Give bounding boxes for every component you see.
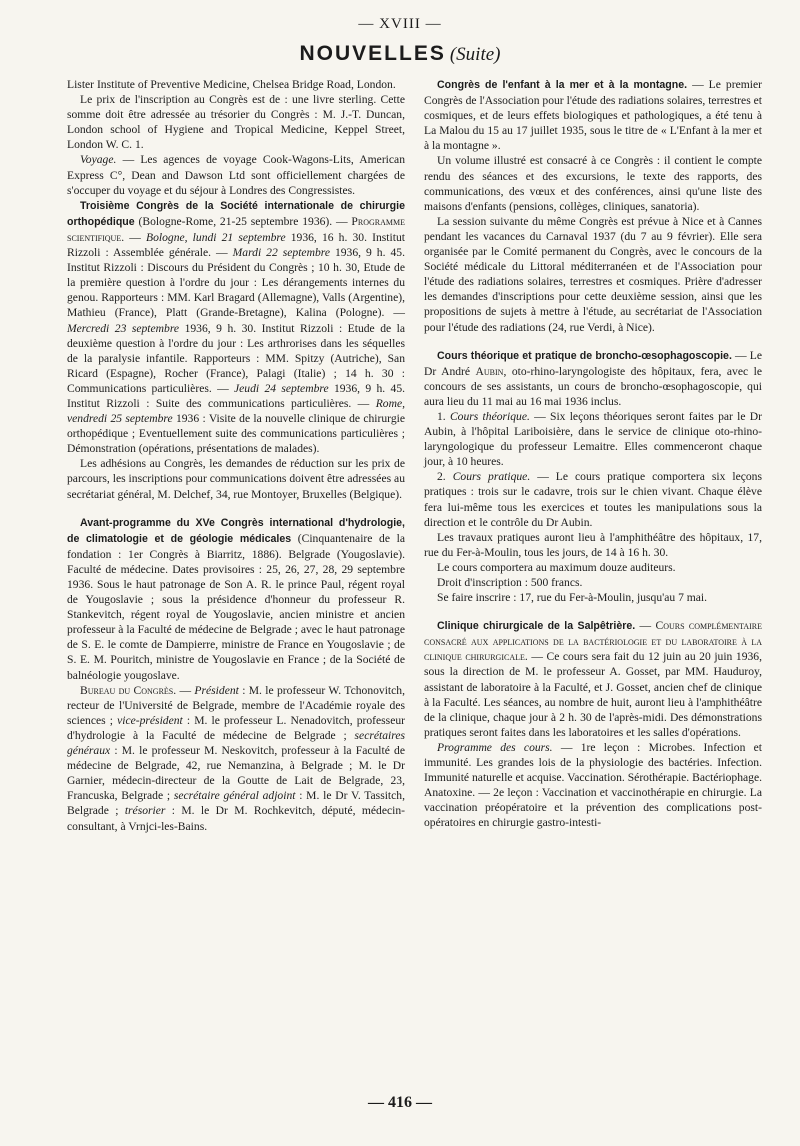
article-title: Congrès de l'enfant à la mer et à la montagne. — [437, 79, 688, 91]
page-number: — 416 — — [368, 1094, 432, 1111]
text: 2. — [437, 470, 453, 484]
paragraph: Droit d'inscription : 500 francs. — [437, 576, 583, 589]
section-title: NOUVELLES — [299, 42, 446, 65]
paragraph-enfant — [424, 77, 762, 153]
text: Bologne, lundi 21 septembre — [146, 230, 286, 244]
text: Cours pratique. — [452, 470, 531, 484]
text: : M. le professeur W. Tchonovitch, recteur de l'Université de Belgrade, membre de l'Académie royale des sciences ; — [67, 683, 405, 727]
text: — Le Dr André — [424, 348, 763, 378]
page-title — [0, 42, 800, 66]
article-title: Troisième Congrès de la Société internationale de chirurgie orthopédique — [67, 199, 405, 228]
text: — Le cours pratique comportera six leçons pratiques : trois sur le cadavre, trois sur le chien vivant. Chaque élève fera lui-même tous les exercices et toutes les manipulations sous la direction et le contrôle du Dr Aubin. — [424, 470, 762, 529]
text: 1936 : Visite de la nouvelle clinique de chirurgie orthopédique ; Eventuellement suite des communications particulières ; Démonstration (opérations, présentations de malades). — [67, 412, 405, 456]
text: Mercredi 23 septembre — [67, 321, 180, 335]
text: — 1re leçon : Microbes. Infection et immunité. Les grandes lois de la physiologie des bactéries. Infection. Immunité naturelle et acquise. Vaccination. Sérothérapie. Bactériophage. Anatoxine. — 2e leçon : Vaccination et vaccinothérapie en chirurgie. La vaccination préopératoire et la prévention des complications post-opératoires en chirurgie gastro-intesti- — [424, 740, 762, 830]
text: 1936, 16 h. 30. Institut Rizzoli : Assemblée générale. — — [67, 230, 405, 260]
text: 1936, 9 h. 30. Institut Rizzoli : Etude de la deuxième question à l'ordre du jour : Les arthrorises dans les séquelles de la paralysie infantile. Rapporteurs : MM. Spitzy (Autriche), San Ricard (Espagne), Rocher (France), Palagi (Italie) ; 14 h. 30 : Communications particulières. — — [67, 321, 405, 395]
text: — Ce cours sera fait du 12 juin au 20 juin 1936, sous la direction de M. le professeur A. Gosset, par MM. Hauduroy, assistant de laboratoire à la Faculté, et J. Gosset, ancien chef de clinique à la Faculté. Les séances, au nombre de huit, auront lieu à l'amphithéâtre de la clinique, chaque jour à 2 h. 30 de l'après-midi. Des démonstrations pratiques seront faites dans les laboratoires et les salles d'opérations. — [424, 650, 762, 739]
article-title: Cours théorique et pratique de broncho-œsophagoscopie. — [437, 349, 732, 362]
text: : M. le Dr M. Rochkevitch, député, médecin-consultant, à Vrnjci-les-Bains. — [67, 804, 405, 833]
text: Rome, vendredi 25 septembre — [67, 396, 405, 426]
paragraph-bureau — [67, 683, 405, 834]
text: — Les agences de voyage Cook-Wagons-Lits, American Express C°, Dean and Dawson Ltd sont officiellement chargées de s'occuper du voyage et du séjour à Londres des Congressistes. — [67, 153, 405, 197]
paragraph-salpetriere — [424, 618, 762, 740]
paragraph: Le cours comportera au maximum douze auditeurs. — [437, 560, 676, 574]
left-column — [67, 77, 405, 834]
paragraph: Les adhésions au Congrès, les demandes de réduction sur les prix de parcours, les inscriptions pour communications doivent être adressées au secrétariat général, M. Delchef, 34, rue Montoyer, Bruxelles (Belgique). — [67, 457, 405, 501]
text: — — [635, 619, 656, 633]
text: Président — [194, 683, 239, 697]
text: trésorier — [124, 804, 166, 818]
paragraph: Se faire inscrire : 17, rue du Fer-à-Moulin, jusqu'au 7 mai. — [437, 591, 708, 605]
text: — — [176, 683, 195, 697]
label: Voyage. — [80, 153, 117, 167]
text: Aubin — [475, 364, 504, 378]
paragraph: Un volume illustré est consacré à ce Congrès : il contient le compte rendu des séances et des excursions, le texte des rapports, des communications, des vœux et des conférences, ainsi qu'une liste des maisons d'enfants (pensions, collèges, cliniques, sanatoria). — [424, 154, 762, 213]
paragraph — [67, 152, 405, 197]
paragraph-hydrologie — [67, 515, 405, 683]
text: 1936, 9 h. 45. Institut Rizzoli : Suite des communications particulières. — — [67, 381, 406, 410]
text: secrétaires généraux — [67, 728, 405, 758]
text: — — [124, 230, 146, 244]
text: Mardi 22 septembre — [232, 246, 330, 260]
paragraph: Lister Institute of Preventive Medicine, Chelsea Bridge Road, London. — [67, 78, 396, 91]
text: (Cinquantenaire de la fondation : 1er Congrès à Biarritz, 1886). Belgrade (Yougoslavie). Faculté de médecine. Dates provisoires : 25, 26, 27, 28, 29 septembre 1936. Sous le haut patronage de Son A. R. le prince Paul, régent royal de Yougoslavie ; sous la présidence d'honneur du professeur R. Stankevitch, régent royal de Yougoslavie, ancien ministre et ancien professeur à la Faculté de médecine de Belgrade ; avec le haut patronage de S. E. le comte de Dampierre, ministre de France en Yougoslavie ; de S. E. M. Pouritch, ministre de Yougoslavie en France ; de la Société de balnéologie yougoslave. — [67, 531, 405, 682]
paragraph — [424, 469, 762, 529]
text: — Six leçons théoriques seront faites par le Dr Aubin, à l'hôpital Lariboisière, dans le service de clinique oto-rhino-laryngologique du professeur Lemaitre. Elles commenceront chaque jour, à 10 heures. — [424, 409, 762, 469]
text: : M. le professeur M. Neskovitch, professeur à la Faculté de médecine de Belgrade, 42, rue Nemanzina, à Belgrade ; M. le Dr Garnier, médecin-directeur de la Goutte de Lait de Belgrade, 23, Francuska, Belgrade ; — [67, 744, 405, 803]
text: Cours théorique. — [449, 409, 530, 423]
text: Cours complémentaire consacré aux applications de la bactériologie et du laboratoire à la clinique chirurgicale. — [424, 619, 763, 664]
article-title: Clinique chirurgicale de la Salpêtrière. — [437, 620, 636, 633]
text: (Bologne-Rome, 21-25 septembre 1936). — — [134, 214, 352, 228]
paragraph: Les travaux pratiques auront lieu à l'amphithéâtre des hôpitaux, 17, rue du Fer-à-Moulin, tous les jours, de 14 à 16 h. 30. — [424, 530, 762, 559]
label: Bureau du Congrès. — [80, 683, 177, 697]
paragraph: Le prix de l'inscription au Congrès est de : une livre sterling. Cette somme doit être adressée au trésorier du Congrès : M. J.-T. Duncan, London school of Hygiene and Tropical Medicine, Keppel Street, London W. C. 1. — [67, 93, 405, 152]
text: 1. — [437, 409, 450, 423]
text: 1936, 9 h. 45. Institut Rizzoli : Discours du Président du Congrès ; 10 h. 30, Etude de la première question à l'ordre du jour : Les dérangements internes du genou. Rapporteurs : MM. Karl Bragard (Allemagne), Valls (Argentine), Mathieu (France), Platt (Grande-Bretagne), Kalina (Pologne). — — [67, 246, 405, 320]
paragraph — [424, 740, 762, 831]
right-column — [424, 77, 762, 831]
folio-header: — XVIII — — [358, 16, 442, 32]
article-title: Avant-programme du XVe Congrès international d'hydrologie, de climatologie et de géologie médicales — [67, 516, 405, 545]
paragraph-broncho — [424, 348, 762, 409]
text: : M. le Dr V. Tassitch, Belgrade ; — [67, 789, 405, 818]
section-subtitle: (Suite) — [449, 44, 501, 65]
text: — Le premier Congrès de l'Association pour l'étude des radiations solaires, terrestres et cosmiques, et de leurs effets biologiques et pathologiques, a été tenu à La Malou du 15 au 17 juillet 1935, sous le titre de « L'Enfant à la mer et à la montagne ». — [424, 78, 762, 153]
text: , oto-rhino-laryngologiste des hôpitaux, fera, avec le concours de ses assistants, un cours de broncho-œsophagoscopie, qui aura lieu du 11 mai au 16 mai 1936 inclus. — [424, 364, 762, 408]
paragraph: La session suivante du même Congrès est prévue à Nice et à Cannes pendant les vacances du Carnaval 1937 (du 7 au 9 février). Elle sera organisée par le Comité permanent du Congrès, avec le concours de la Société médicale du Littoral méditerranéen et de l'Association pour l'étude des radiations solaires, terrestres et cosmiques. Prière d'adresser les demandes d'inscriptions pour cette deuxième session, ainsi que les propositions de sujets à mettre à l'étude, au secrétariat de l'Association pour l'étude des radiations (24, rue Verdi, à Nice). — [424, 214, 762, 334]
text: Jeudi 24 septembre — [234, 381, 329, 395]
text: Programme scientifique. — [67, 214, 405, 244]
text: secrétaire général adjoint — [173, 789, 296, 803]
text: vice-président — [117, 713, 183, 727]
text: Programme des cours. — [437, 740, 553, 754]
text: : M. le professeur L. Nenadovitch, professeur d'hydrologie à la Faculté de médecine de Belgrade ; — [67, 713, 405, 742]
paragraph — [424, 409, 762, 469]
paragraph-orthopedie — [67, 198, 405, 457]
